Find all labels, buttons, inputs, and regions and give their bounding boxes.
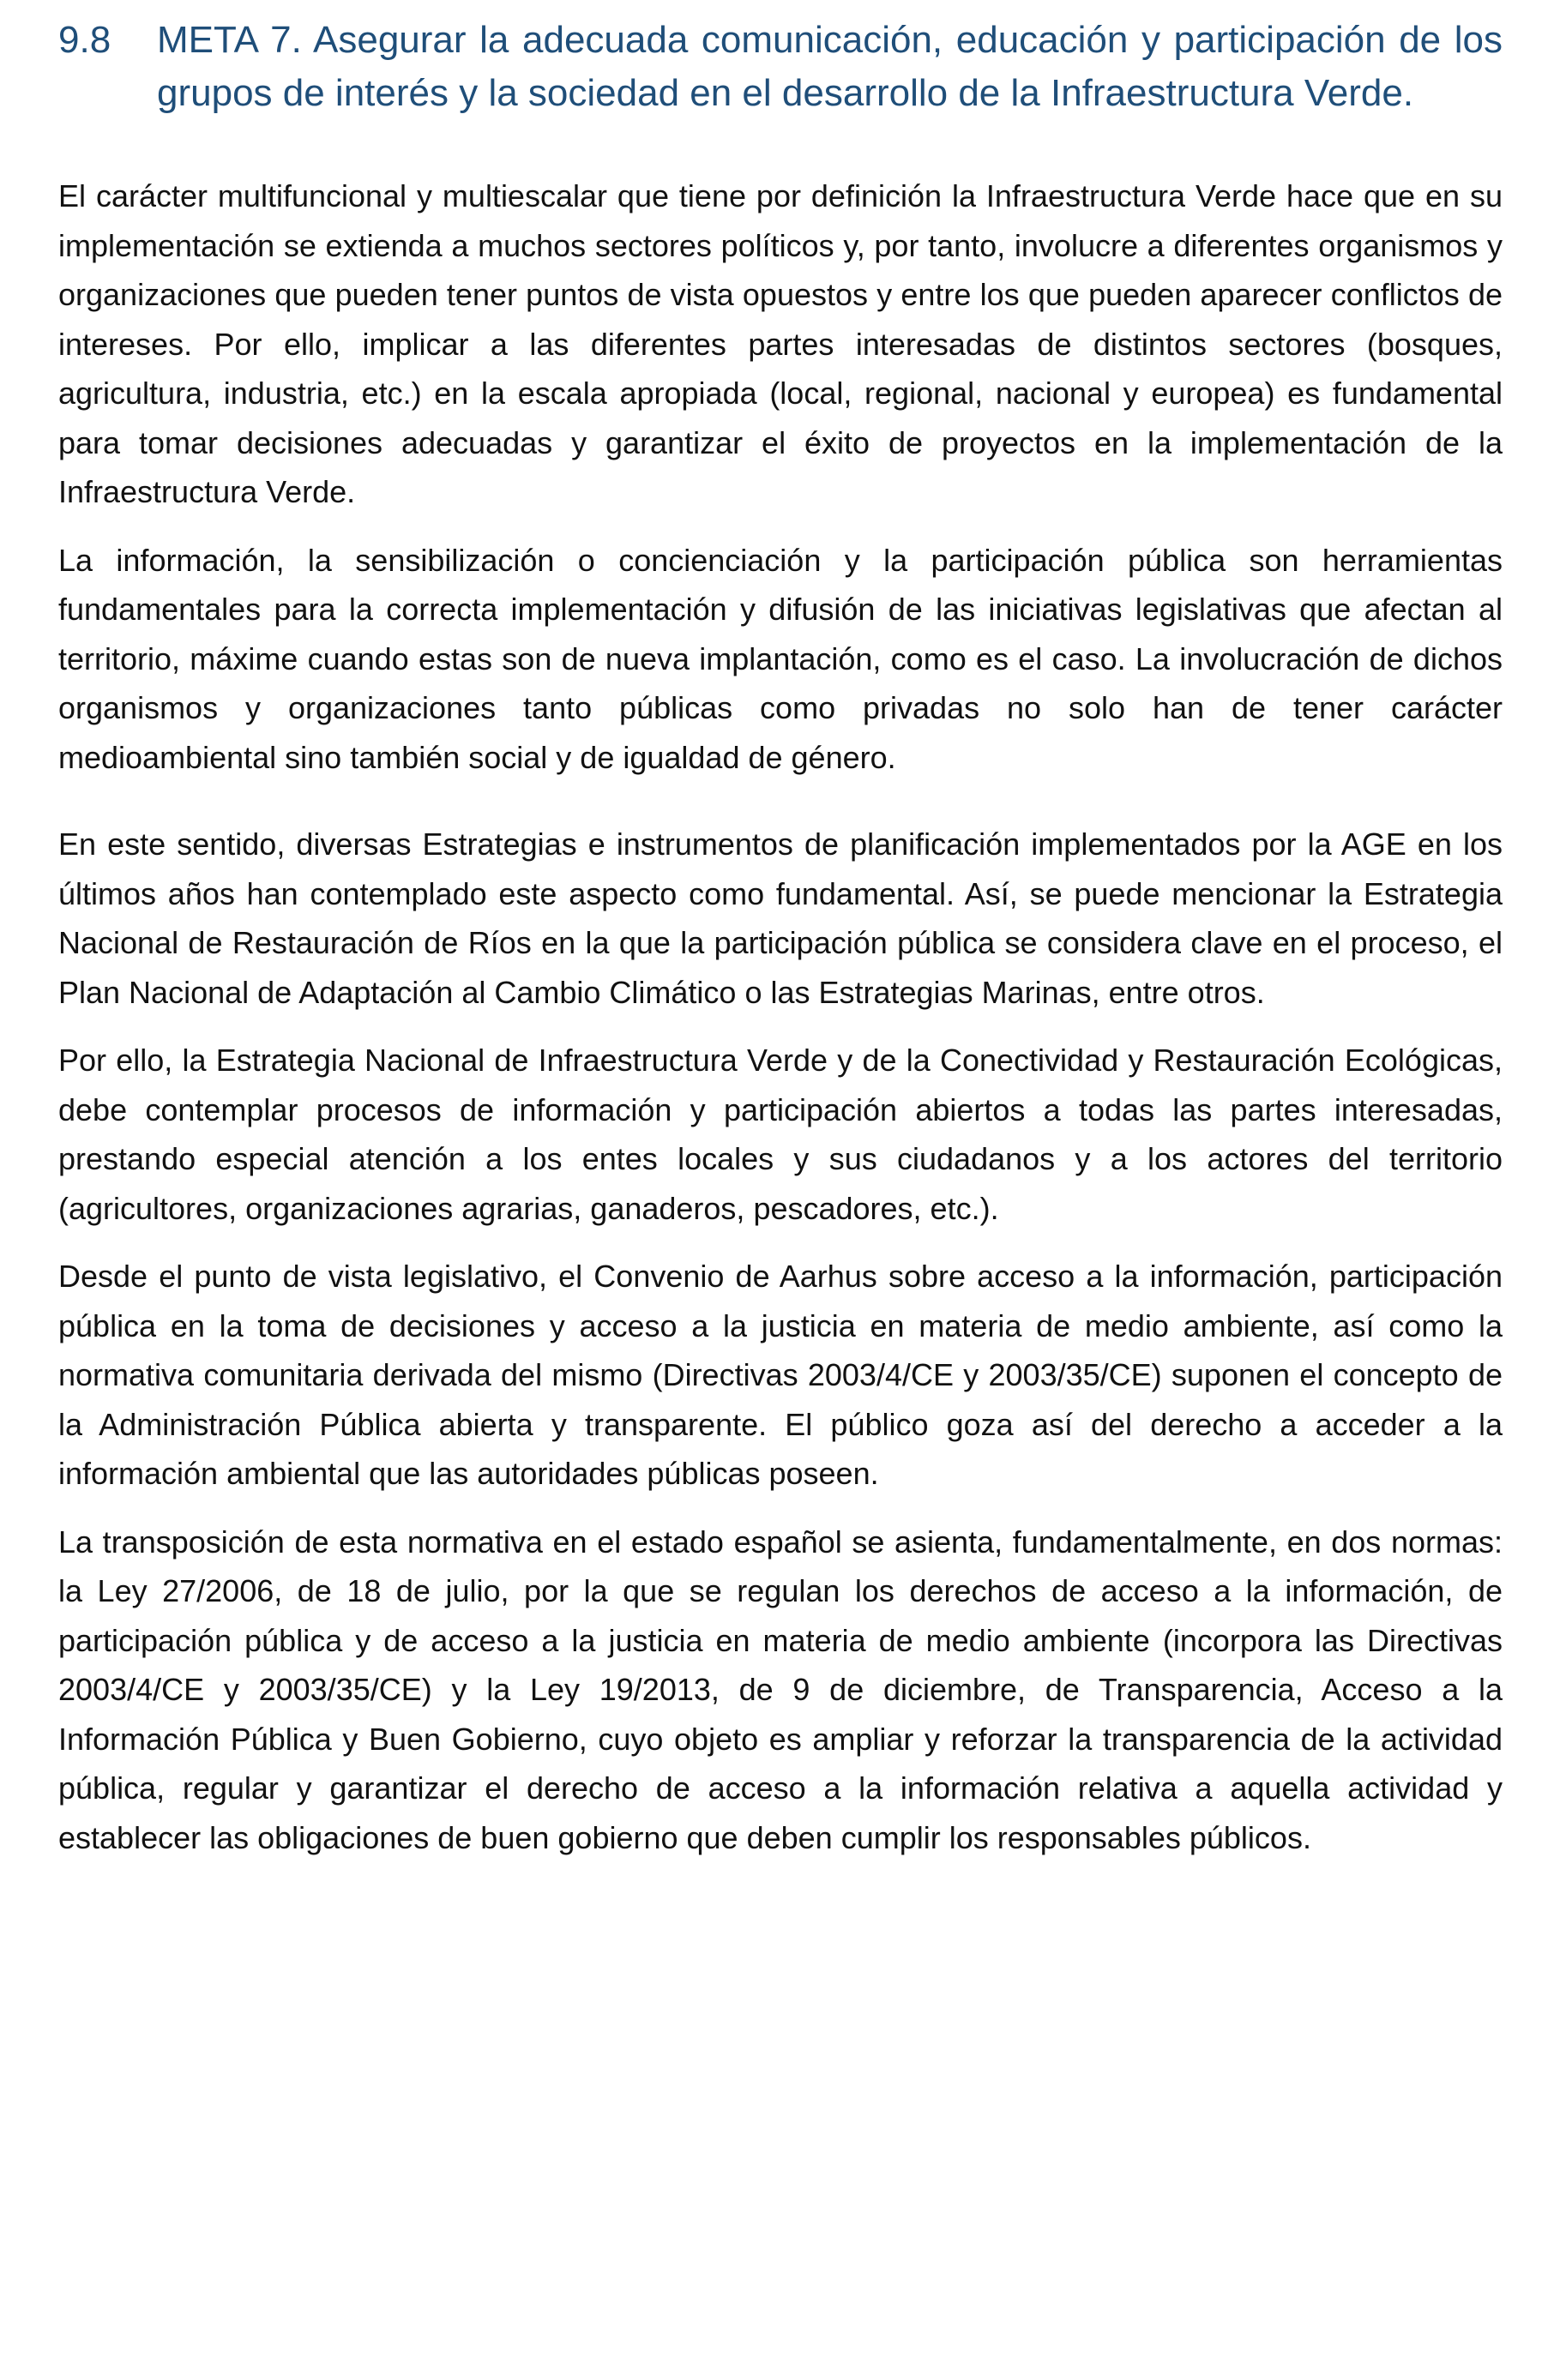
section-title: META 7. Asegurar la adecuada comunicación, educación y participación de los grupos de interés y la sociedad en el desarrollo de la Infraestructura Verde. xyxy=(157,19,1503,114)
section-number: 9.8 xyxy=(58,19,111,61)
document-page xyxy=(58,0,1503,2380)
document-body xyxy=(58,171,1503,1862)
paragraph: La transposición de esta normativa en el estado español se asienta, fundamentalmente, en dos normas: la Ley 27/2006, de 18 de julio, por la que se regulan los derechos de acceso a la información, de participación pública y de acceso a la justicia en materia de medio ambiente (incorpora las Directivas 2003/4/CE y 2003/35/CE) y la Ley 19/2013, de 9 de diciembre, de Transparencia, Acceso a la Información Pública y Buen Gobierno, cuyo objeto es ampliar y reforzar la transparencia de la actividad pública, regular y garantizar el derecho de acceso a la información relativa a aquella actividad y establecer las obligaciones de buen gobierno que deben cumplir los responsables públicos. xyxy=(58,1524,1503,1855)
section-heading xyxy=(58,14,1503,120)
paragraph: La información, la sensibilización o concienciación y la participación pública son herramientas fundamentales para la correcta implementación y difusión de las iniciativas legislativas que afectan al territorio, máxime cuando estas son de nueva implantación, como es el caso. La involucración de dichos organismos y organizaciones tanto públicas como privadas no solo han de tener carácter medioambiental sino también social y de igualdad de género. xyxy=(58,542,1503,775)
paragraph: Desde el punto de vista legislativo, el Convenio de Aarhus sobre acceso a la información, participación pública en la toma de decisiones y acceso a la justicia en materia de medio ambiente, así como la normativa comunitaria derivada del mismo (Directivas 2003/4/CE y 2003/35/CE) suponen el concepto de la Administración Pública abierta y transparente. El público goza así del derecho a acceder a la información ambiental que las autoridades públicas poseen. xyxy=(58,1259,1503,1491)
paragraph: Por ello, la Estrategia Nacional de Infraestructura Verde y de la Conectividad y Restauración Ecológicas, debe contemplar procesos de información y participación abiertos a todas las partes interesadas, prestando especial atención a los entes locales y sus ciudadanos y a los actores del territorio (agricultores, organizaciones agrarias, ganaderos, pescadores, etc.). xyxy=(58,1043,1503,1226)
paragraph: El carácter multifuncional y multiescalar que tiene por definición la Infraestructura Verde hace que en su implementación se extienda a muchos sectores políticos y, por tanto, involucre a diferentes organismos y organizaciones que pueden tener puntos de vista opuestos y entre los que pueden aparecer conflictos de intereses. Por ello, implicar a las diferentes partes interesadas de distintos sectores (bosques, agricultura, industria, etc.) en la escala apropiada (local, regional, nacional y europea) es fundamental para tomar decisiones adecuadas y garantizar el éxito de proyectos en la implementación de la Infraestructura Verde. xyxy=(58,178,1503,509)
paragraph: En este sentido, diversas Estrategias e instrumentos de planificación implementados por la AGE en los últimos años han contemplado este aspecto como fundamental. Así, se puede mencionar la Estrategia Nacional de Restauración de Ríos en la que la participación pública se considera clave en el proceso, el Plan Nacional de Adaptación al Cambio Climático o las Estrategias Marinas, entre otros. xyxy=(58,826,1503,1010)
